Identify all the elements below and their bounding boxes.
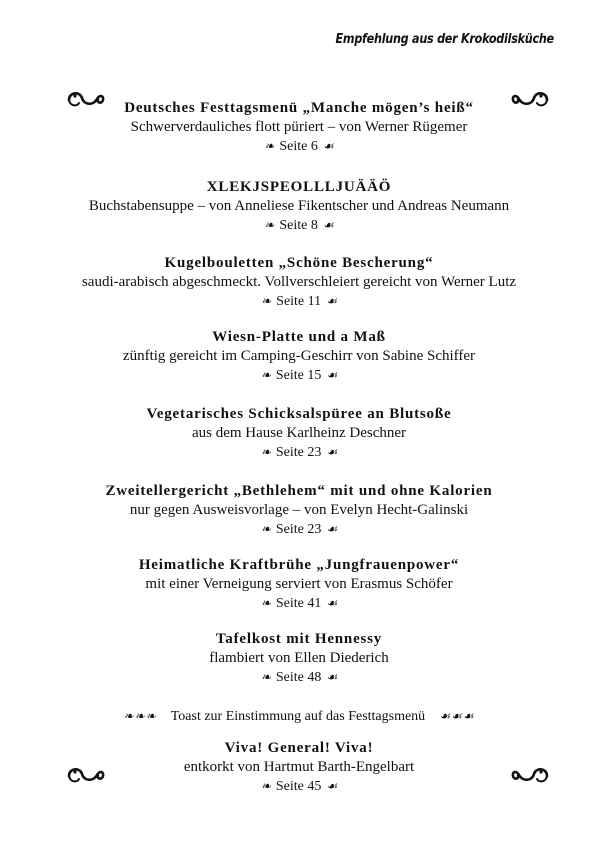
entry-page-ref xyxy=(0,777,598,796)
entry-subtitle: nur gegen Ausweisvorlage – von Evelyn Hecht-Galinski xyxy=(129,502,469,518)
entry-subtitle: Buchstabensuppe – von Anneliese Fikentscher und Andreas Neumann xyxy=(88,198,510,214)
entry-page-ref xyxy=(0,292,598,311)
leaf-right-icon: ❧ xyxy=(260,670,271,684)
page-number: Seite 23 xyxy=(275,445,322,460)
entry-page-ref xyxy=(0,366,598,385)
leaf-right-icon: ❧ xyxy=(260,445,271,459)
menu-entry xyxy=(0,254,598,311)
page-number: Seite 8 xyxy=(279,218,318,233)
leaf-left-icon: ☙ xyxy=(326,596,338,610)
entry-title: Deutsches Festtagsmenü „Manche mögen’s heiß“ xyxy=(124,100,474,116)
menu-entry xyxy=(0,328,598,385)
entry-page-ref xyxy=(0,443,598,462)
entry-title: Vegetarisches Schicksalspüree an Blutsoße xyxy=(146,406,452,422)
leaf-left-icon: ☙ xyxy=(326,294,337,308)
entry-subtitle: Schwerverdauliches flott püriert – von Werner Rügemer xyxy=(130,119,468,135)
entry-page-ref xyxy=(0,594,598,613)
leaf-right-icon: ❧ xyxy=(260,368,271,382)
toast-text: Toast zur Einstimmung auf das Festtagsmenü xyxy=(170,709,426,724)
entry-subtitle: flambiert von Ellen Diederich xyxy=(209,650,389,666)
menu-entry-final xyxy=(0,739,598,796)
entry-subtitle: mit einer Verneigung serviert von Erasmus Schöfer xyxy=(145,576,453,592)
page-number: Seite 11 xyxy=(276,294,322,309)
entry-page-ref xyxy=(0,520,598,539)
leaf-right-icon: ❧ xyxy=(264,139,275,153)
menu-entry xyxy=(0,178,598,235)
triple-leaf-left-icon: ☙☙☙ xyxy=(439,709,475,723)
entry-page-ref xyxy=(0,668,598,687)
entry-title: Kugelbouletten „Schöne Bescherung“ xyxy=(164,255,434,271)
leaf-right-icon: ❧ xyxy=(261,294,272,308)
page-number: Seite 6 xyxy=(279,139,318,154)
triple-leaf-right-icon: ❧❧❧ xyxy=(123,709,157,723)
leaf-right-icon: ❧ xyxy=(260,522,271,536)
entry-title: Zweitellergericht „Bethlehem“ mit und ohne Kalorien xyxy=(105,483,493,499)
entry-subtitle: aus dem Hause Karlheinz Deschner xyxy=(191,425,407,441)
menu-entry xyxy=(0,482,598,539)
entry-page-ref xyxy=(0,216,598,235)
leaf-left-icon: ☙ xyxy=(326,445,338,459)
page-number: Seite 15 xyxy=(275,368,322,383)
page-number: Seite 48 xyxy=(275,670,322,685)
entry-subtitle: zünftig gereicht im Camping-Geschirr von Sabine Schiffer xyxy=(122,348,476,364)
page-number: Seite 41 xyxy=(275,596,322,611)
leaf-left-icon: ☙ xyxy=(322,218,334,232)
entry-title: XLEKJSPEOLLLJUÄÄÖ xyxy=(206,179,392,195)
toast-line xyxy=(0,706,598,727)
menu-entry xyxy=(0,556,598,613)
leaf-left-icon: ☙ xyxy=(326,670,338,684)
entry-page-ref xyxy=(0,137,598,156)
menu-entry xyxy=(0,630,598,687)
page-number: Seite 23 xyxy=(275,522,322,537)
entry-subtitle: entkorkt von Hartmut Barth-Engelbart xyxy=(183,759,415,775)
leaf-right-icon: ❧ xyxy=(260,779,271,793)
menu-entry xyxy=(0,99,598,156)
entry-title: Tafelkost mit Hennessy xyxy=(215,631,383,647)
leaf-left-icon: ☙ xyxy=(326,779,338,793)
entry-title: Wiesn-Platte und a Maß xyxy=(212,329,386,345)
entry-title: Heimatliche Kraftbrühe „Jungfrauenpower“ xyxy=(138,557,460,573)
leaf-left-icon: ☙ xyxy=(322,139,334,153)
page-header-title: Empfehlung aus der Krokodilsküche xyxy=(335,32,554,47)
leaf-right-icon: ❧ xyxy=(260,596,271,610)
entry-subtitle: saudi-arabisch abgeschmeckt. Vollverschleiert gereicht von Werner Lutz xyxy=(81,274,517,290)
leaf-left-icon: ☙ xyxy=(326,368,338,382)
leaf-left-icon: ☙ xyxy=(326,522,338,536)
leaf-right-icon: ❧ xyxy=(264,218,275,232)
entry-title: Viva! General! Viva! xyxy=(224,740,374,756)
menu-entry xyxy=(0,405,598,462)
page-number: Seite 45 xyxy=(275,779,322,794)
